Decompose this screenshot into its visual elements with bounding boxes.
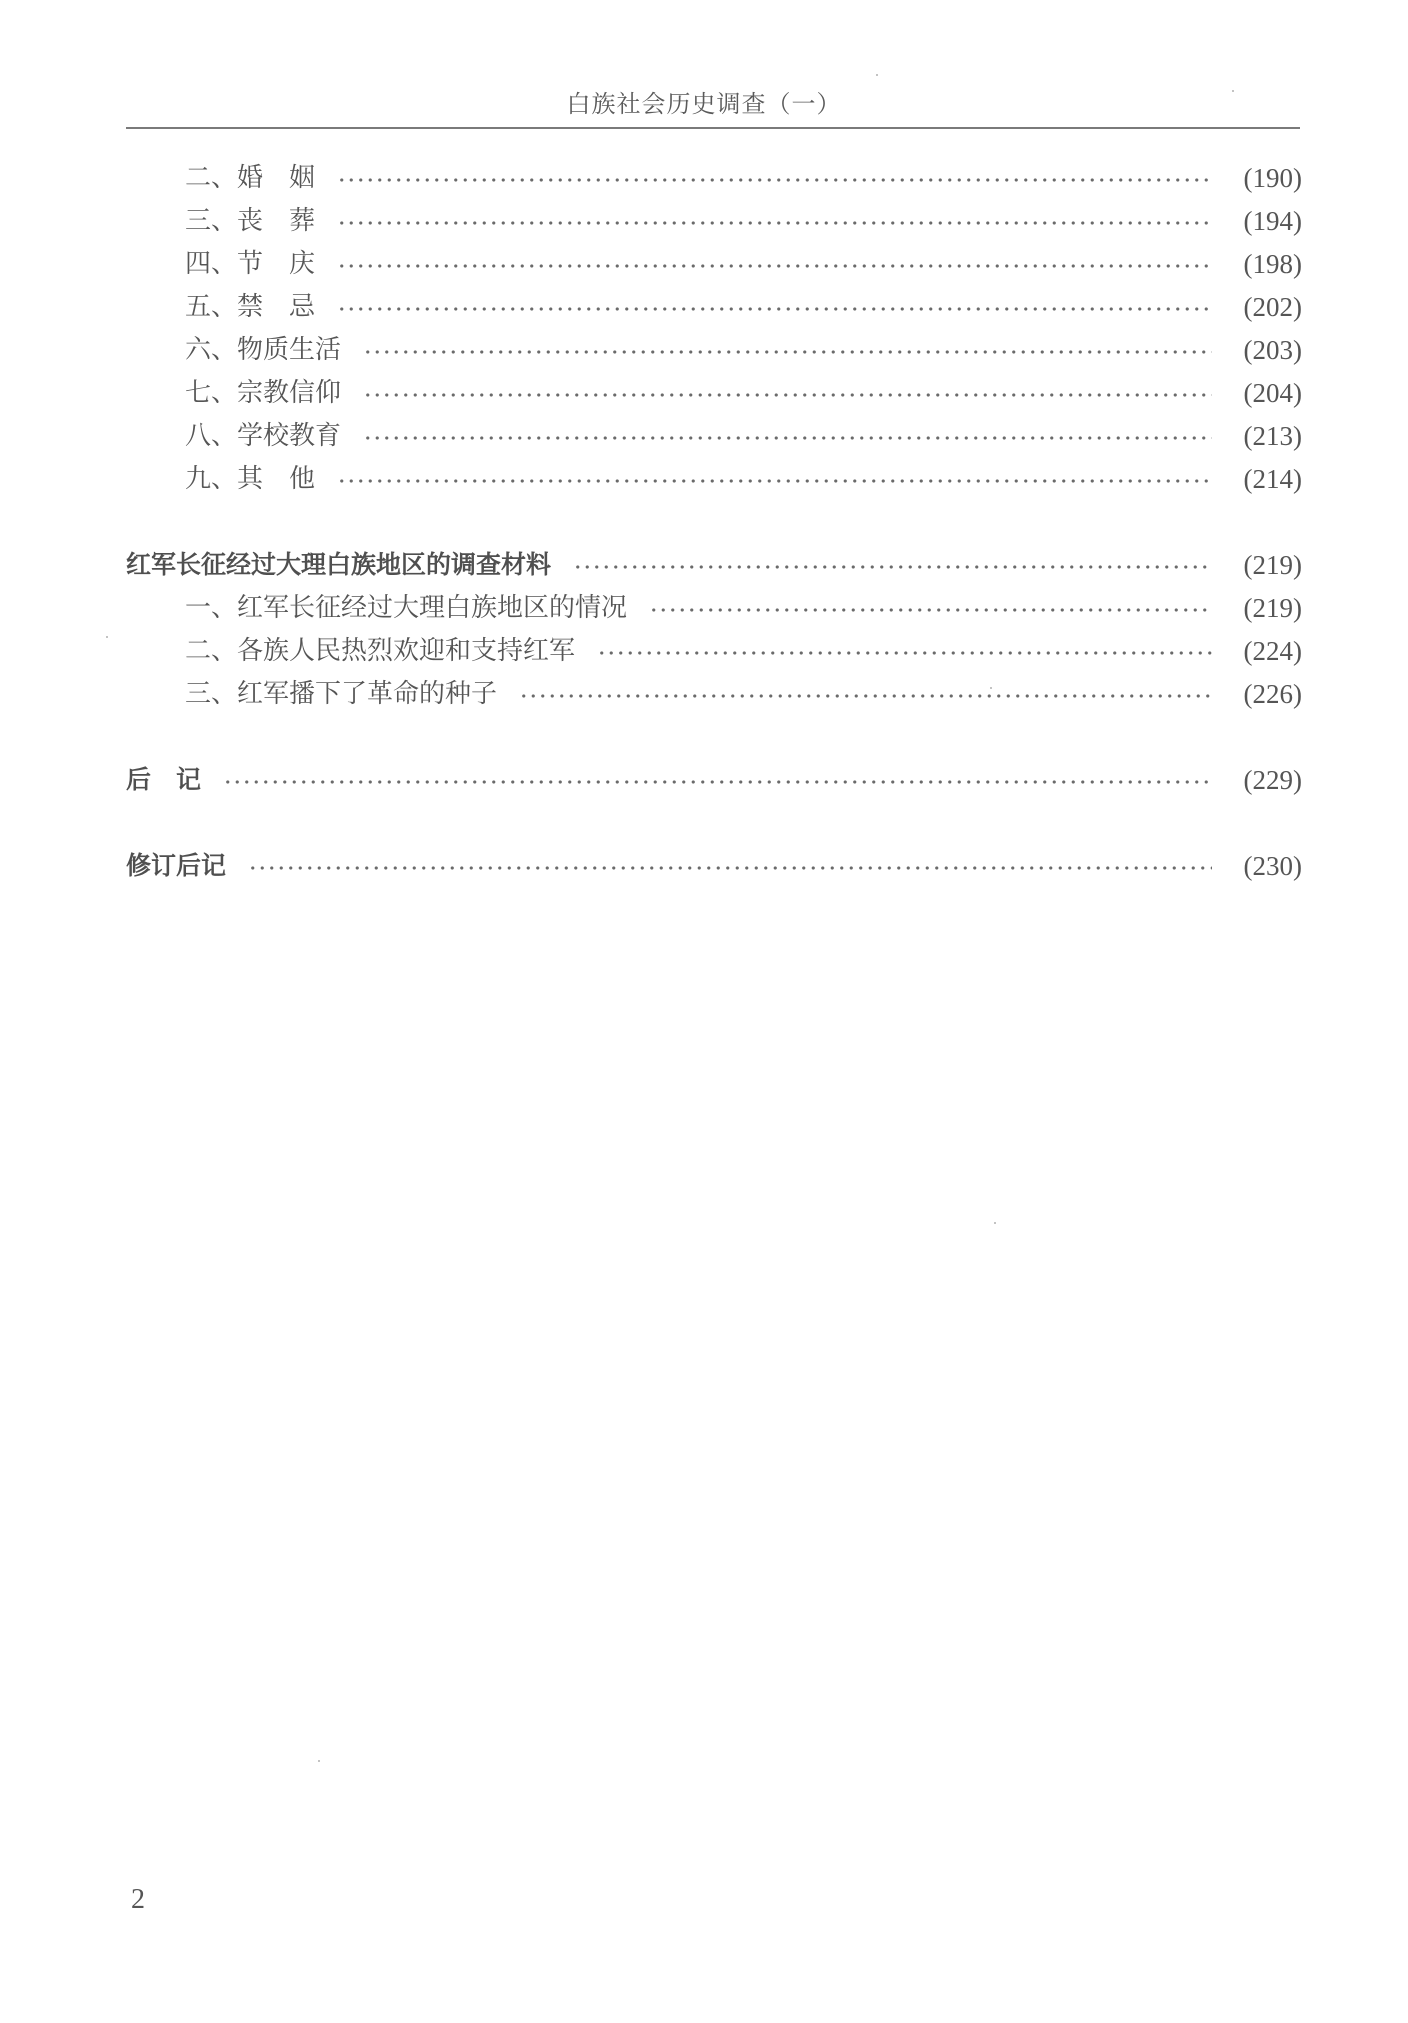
dot-leader bbox=[337, 306, 1212, 312]
toc-entry-title: 七、宗教信仰 bbox=[185, 378, 342, 408]
toc-entry[interactable] bbox=[126, 633, 1302, 669]
toc-entry-page: (194) bbox=[1243, 206, 1302, 236]
toc-entry-title: 一、红军长征经过大理白族地区的情况 bbox=[185, 593, 628, 623]
toc-section-title: 后 记 bbox=[126, 765, 202, 794]
toc-entry-page: (224) bbox=[1243, 636, 1302, 666]
toc-entry-page: (198) bbox=[1243, 249, 1302, 279]
dot-leader bbox=[337, 478, 1212, 484]
running-header-title: 白族社会历史调查（一） bbox=[566, 90, 842, 118]
toc-entry-page: (204) bbox=[1243, 378, 1302, 408]
dot-leader bbox=[363, 435, 1212, 441]
toc-section-title: 红军长征经过大理白族地区的调查材料 bbox=[126, 550, 552, 579]
toc-entry[interactable] bbox=[126, 375, 1302, 411]
toc-entry[interactable] bbox=[126, 418, 1302, 454]
toc-entry-title: 九、其 他 bbox=[185, 464, 316, 494]
toc-entry-title: 六、物质生活 bbox=[185, 335, 342, 365]
toc-entry[interactable] bbox=[126, 160, 1302, 196]
toc-entry-title: 二、各族人民热烈欢迎和支持红军 bbox=[185, 636, 576, 666]
toc-entry-page: (214) bbox=[1243, 464, 1302, 494]
dot-leader bbox=[337, 220, 1212, 226]
toc-entry-page: (230) bbox=[1243, 851, 1302, 881]
dot-leader bbox=[363, 392, 1212, 398]
toc-section-entry[interactable] bbox=[126, 547, 1302, 583]
dot-leader bbox=[573, 564, 1212, 570]
toc-entry-title: 二、婚 姻 bbox=[185, 163, 316, 193]
dot-leader bbox=[248, 865, 1212, 871]
toc-entry-title: 八、学校教育 bbox=[185, 421, 342, 451]
dot-leader bbox=[363, 349, 1212, 355]
toc-entry-page: (219) bbox=[1243, 550, 1302, 580]
toc-entry[interactable] bbox=[126, 246, 1302, 282]
toc-entry-title: 三、红军播下了革命的种子 bbox=[185, 679, 498, 709]
toc-entry-page: (202) bbox=[1243, 292, 1302, 322]
page-number: 2 bbox=[131, 1884, 145, 1915]
toc-entry-page: (190) bbox=[1243, 163, 1302, 193]
toc-entry-title: 五、禁 忌 bbox=[185, 292, 316, 322]
toc-section-title: 修订后记 bbox=[126, 851, 227, 880]
dot-leader bbox=[223, 779, 1212, 785]
header-rule bbox=[126, 127, 1300, 129]
toc-entry[interactable] bbox=[126, 203, 1302, 239]
toc-entry[interactable] bbox=[126, 676, 1302, 712]
toc-section-entry[interactable] bbox=[126, 762, 1302, 798]
dot-leader bbox=[337, 263, 1212, 269]
toc-entry-page: (213) bbox=[1243, 421, 1302, 451]
toc-entry-page: (226) bbox=[1243, 679, 1302, 709]
dot-leader bbox=[649, 607, 1212, 613]
toc-entry[interactable] bbox=[126, 332, 1302, 368]
toc-entry-page: (219) bbox=[1243, 593, 1302, 623]
toc-entry-page: (229) bbox=[1243, 765, 1302, 795]
toc-entry-page: (203) bbox=[1243, 335, 1302, 365]
toc-section-entry[interactable] bbox=[126, 848, 1302, 884]
dot-leader bbox=[337, 177, 1212, 183]
toc-entry[interactable] bbox=[126, 590, 1302, 626]
toc-entry[interactable] bbox=[126, 461, 1302, 497]
dot-leader bbox=[597, 650, 1212, 656]
toc-entry[interactable] bbox=[126, 289, 1302, 325]
toc-entry-title: 三、丧 葬 bbox=[185, 206, 316, 236]
dot-leader bbox=[519, 693, 1212, 699]
toc-entry-title: 四、节 庆 bbox=[185, 249, 316, 279]
